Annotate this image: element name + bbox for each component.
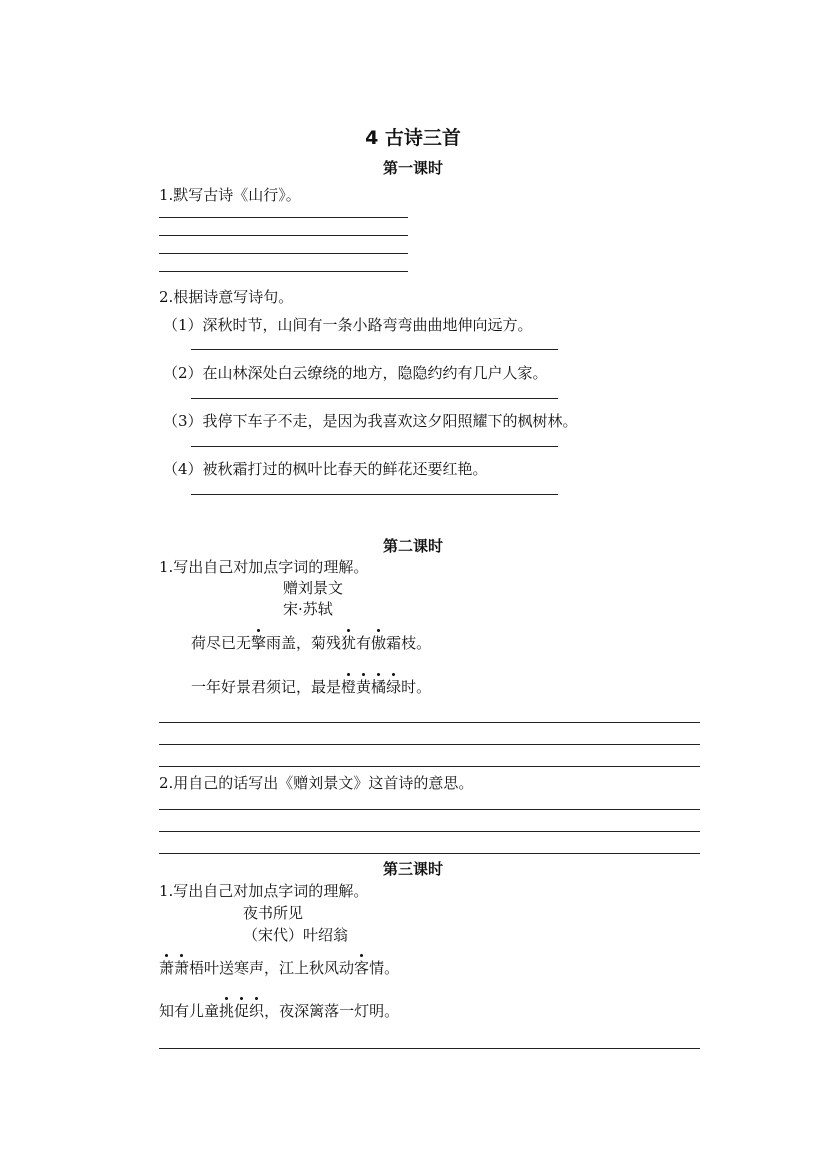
answer-line[interactable] — [159, 744, 700, 745]
lesson2-poem-line-1 — [191, 632, 431, 653]
poem-text: 一年好景君须记，最是 — [191, 678, 342, 696]
emphasized-char: 织 — [249, 1002, 265, 1020]
emphasized-char: 犹 — [341, 634, 357, 652]
poem-text: 霜枝。 — [386, 634, 432, 652]
lesson3-poem-author: （宋代）叶绍翁 — [243, 926, 349, 944]
poem-text: 荷尽已无 — [191, 634, 252, 652]
answer-line[interactable] — [159, 766, 700, 767]
answer-line[interactable] — [159, 831, 700, 832]
emphasized-char: 挑 — [219, 1002, 235, 1020]
lesson1-question2: 2.根据诗意写诗句。 — [159, 288, 294, 306]
lesson3-poem-title: 夜书所见 — [243, 904, 304, 922]
poem-text: 梧叶送寒声，江上秋风动 — [189, 959, 355, 977]
answer-line[interactable] — [191, 349, 558, 350]
lesson1-item-4: （4）被秋霜打过的枫叶比春天的鲜花还要红艳。 — [163, 460, 488, 478]
answer-line[interactable] — [191, 494, 558, 495]
lesson1-item-3: （3）我停下车子不走，是因为我喜欢这夕阳照耀下的枫树林。 — [163, 412, 578, 430]
emphasized-char: 萧 — [174, 959, 190, 977]
lesson2-poem-line-2 — [191, 676, 431, 697]
emphasized-char: 黄 — [356, 678, 372, 696]
answer-line[interactable] — [159, 271, 408, 272]
lesson2-poem-author: 宋·苏轼 — [283, 600, 333, 618]
emphasized-char: 客 — [354, 959, 370, 977]
lesson1-item-1: （1）深秋时节，山间有一条小路弯弯曲曲地伸向远方。 — [163, 316, 533, 334]
lesson1-item-2: （2）在山林深处白云缭绕的地方，隐隐约约有几户人家。 — [163, 364, 548, 382]
lesson3-poem-line-1 — [159, 957, 399, 978]
answer-line[interactable] — [159, 217, 408, 218]
lesson1-heading: 第一课时 — [382, 159, 443, 177]
answer-line[interactable] — [159, 235, 408, 236]
answer-line[interactable] — [159, 853, 700, 854]
answer-line[interactable] — [159, 1048, 700, 1049]
emphasized-char: 促 — [234, 1002, 250, 1020]
poem-text: 雨盖，菊残 — [266, 634, 342, 652]
answer-line[interactable] — [159, 809, 700, 810]
answer-line[interactable] — [191, 398, 558, 399]
poem-text: 情。 — [369, 959, 400, 977]
answer-line[interactable] — [159, 253, 408, 254]
emphasized-char: 橘 — [371, 678, 387, 696]
emphasized-char: 擎 — [251, 634, 267, 652]
emphasized-char: 傲 — [371, 634, 387, 652]
lesson2-question1: 1.写出自己对加点字词的理解。 — [159, 558, 369, 576]
emphasized-char: 橙 — [341, 678, 357, 696]
answer-line[interactable] — [191, 446, 558, 447]
lesson2-heading: 第二课时 — [382, 537, 443, 555]
lesson3-question1: 1.写出自己对加点字词的理解。 — [159, 882, 369, 900]
lesson3-poem-line-2 — [159, 1000, 399, 1021]
lesson1-question1: 1.默写古诗《山行》。 — [159, 186, 301, 204]
poem-text: 时。 — [401, 678, 432, 696]
lesson2-poem-title: 赠刘景文 — [283, 579, 344, 597]
page-title: 4 古诗三首 — [365, 127, 461, 149]
emphasized-char: 绿 — [386, 678, 402, 696]
poem-text: ，夜深篱落一灯明。 — [264, 1002, 400, 1020]
lesson2-question2: 2.用自己的话写出《赠刘景文》这首诗的意思。 — [159, 774, 474, 792]
poem-text: 知有儿童 — [159, 1002, 220, 1020]
lesson3-heading: 第三课时 — [382, 860, 443, 878]
poem-text: 有 — [356, 634, 372, 652]
emphasized-char: 萧 — [159, 959, 175, 977]
answer-line[interactable] — [159, 722, 700, 723]
